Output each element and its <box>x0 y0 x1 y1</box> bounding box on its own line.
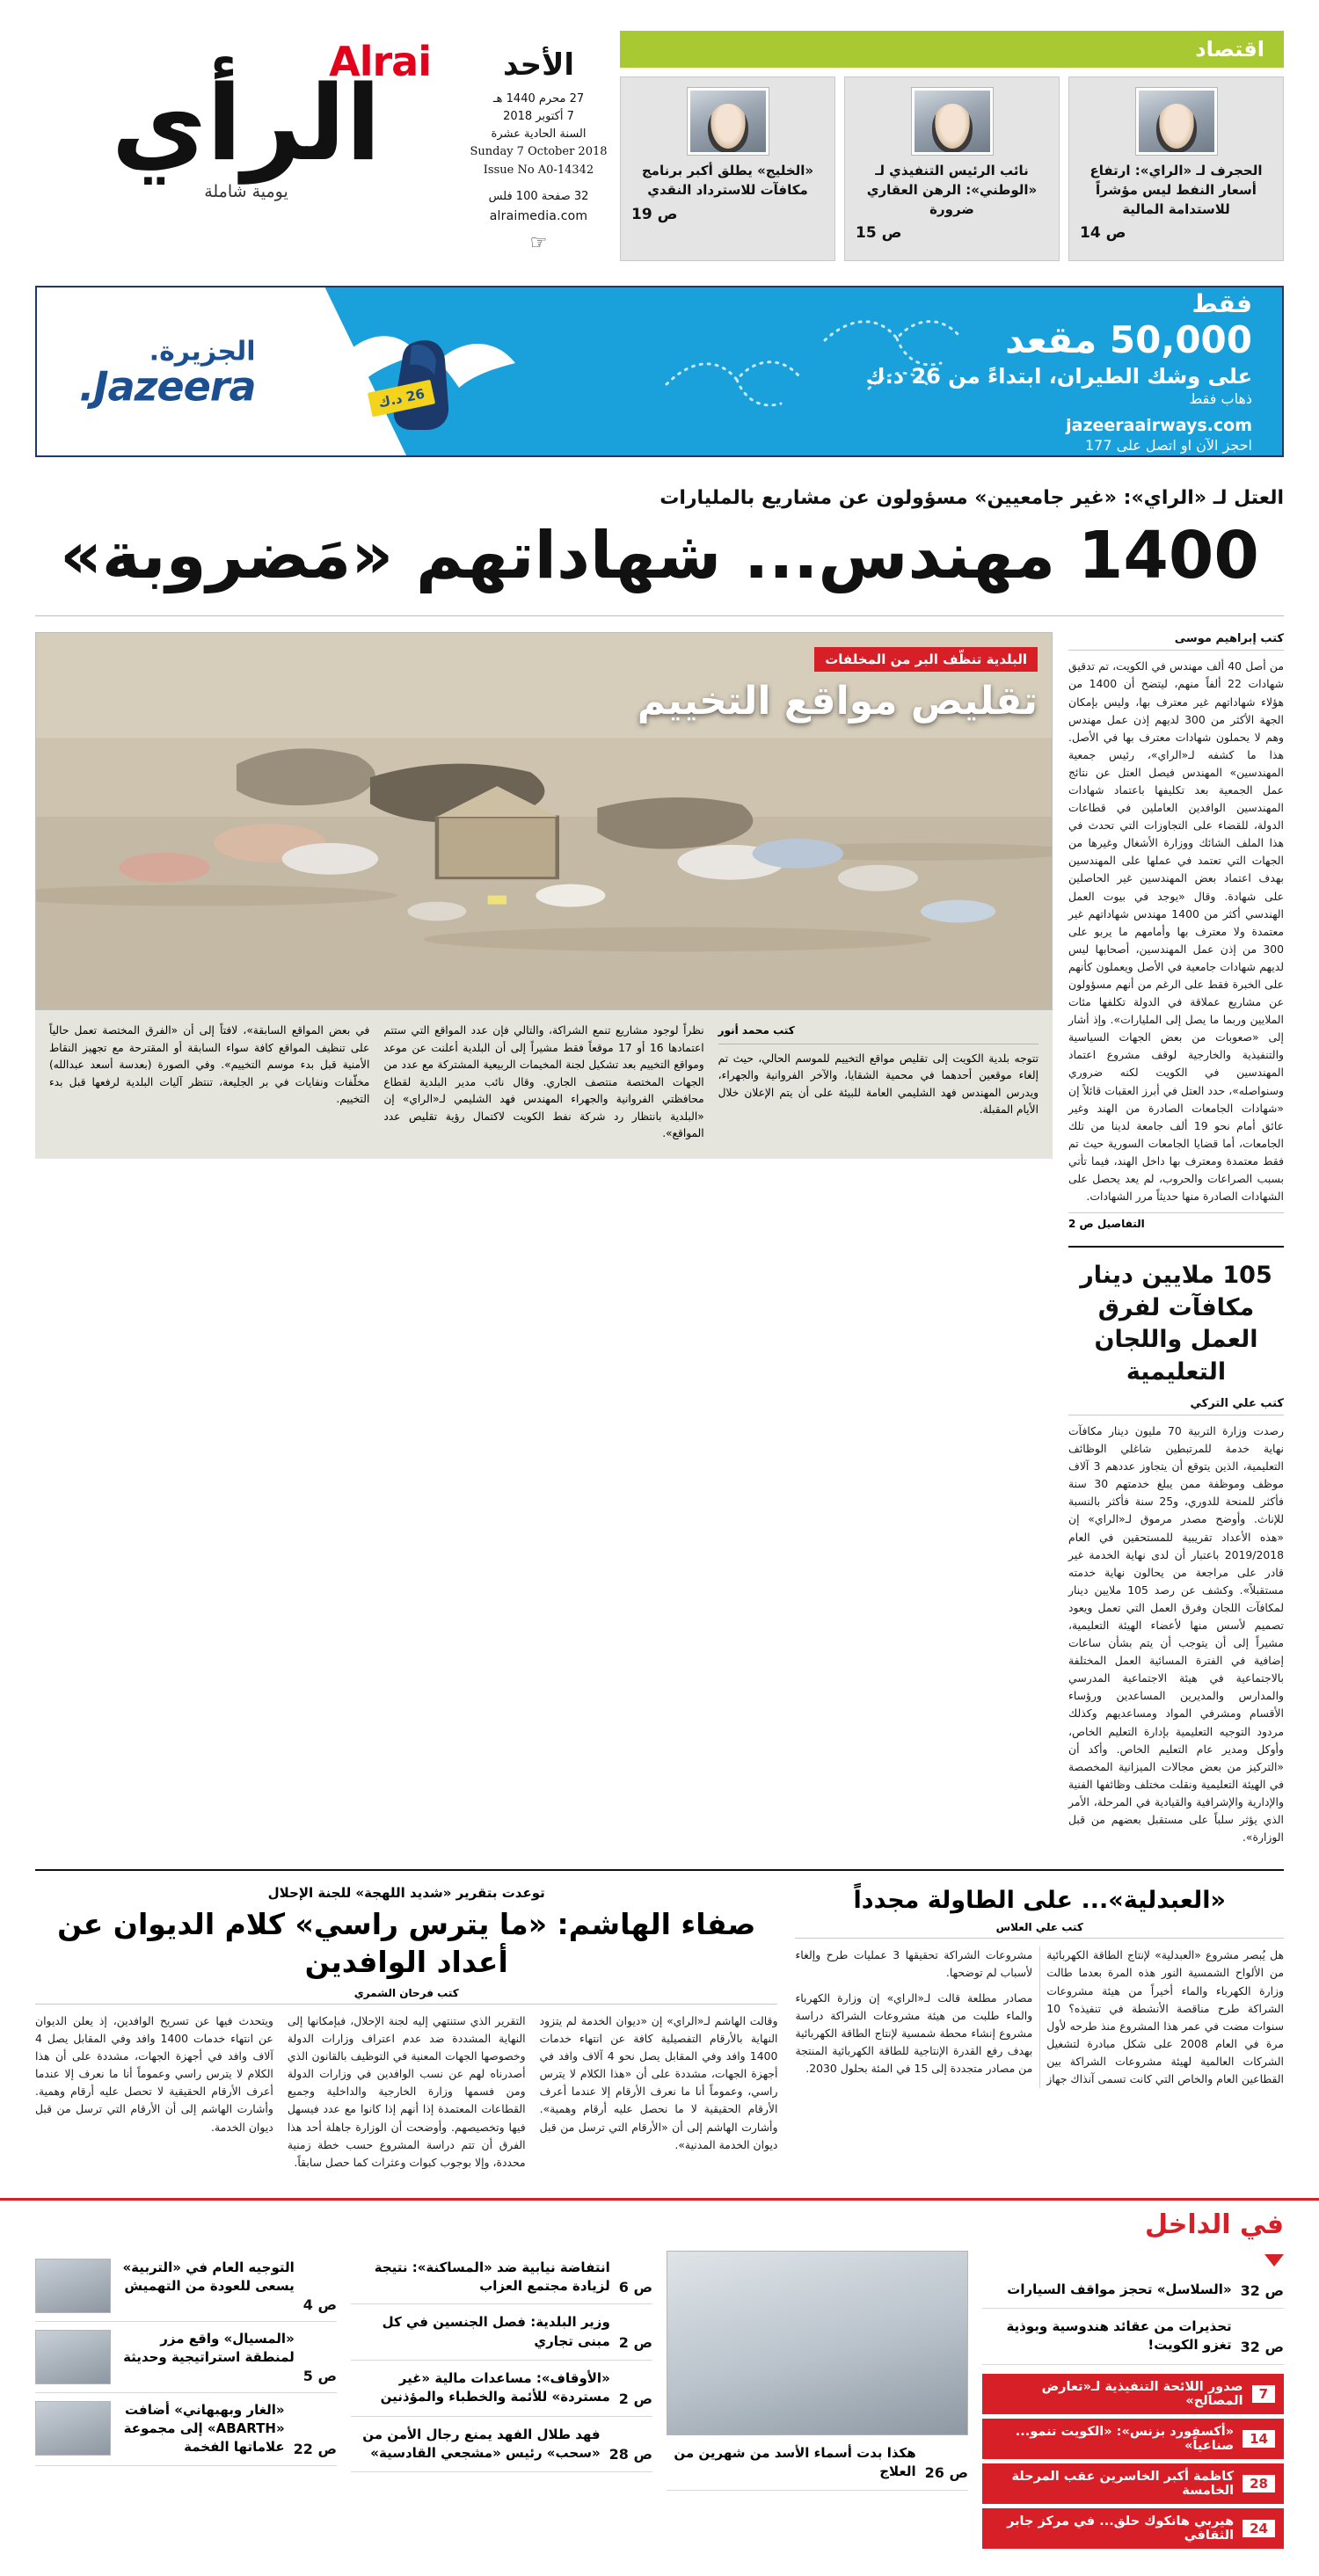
index-item[interactable] <box>35 2393 337 2466</box>
index-item[interactable] <box>351 2304 652 2361</box>
photo-overlay-title: تقليص مواقع التخييم <box>637 679 1038 724</box>
teaser-thumbnail <box>688 88 769 155</box>
story-abdaliya <box>795 1885 1284 2088</box>
hijri-date: 27 محرم 1440 هـ <box>492 92 585 106</box>
lead-byline: كتب إبراهيم موسى <box>1068 632 1284 651</box>
story-body-text: وقالت الهاشم لـ«الراي» إن «ديوان الخدمة لم يتزود النهاية بالأرقام التفصيلية كافة عن انتهاء خدمات 1400 وافد وفي المقابل يصل نحو 4 آلاف وافد في أجهزة الجهات، مشددة على أن «هذا الكلام لا يترس راسي، وعموماً أنا ما نعرف الأرقام إلا عندما أعرف الأرقام الحقيقية لا ما نحصل عليه أرقام وهمية». وأشارت الهاشم إلى أن «الأرقام التي ترسل من قبل ديوان الخدمة المدنية». <box>539 2014 778 2151</box>
index-item-page: ص 6 <box>618 2279 652 2296</box>
gregorian-date-en: Sunday 7 October 2018 <box>470 145 608 159</box>
index-item-thumbnail <box>35 2330 111 2384</box>
jazeera-logo-latin: Jazeera. <box>79 362 256 410</box>
inside-index-section <box>0 2198 1319 2576</box>
index-red-item[interactable] <box>982 2419 1284 2459</box>
index-item[interactable] <box>982 2309 1284 2365</box>
jazeera-logo[interactable] <box>79 336 256 410</box>
index-item-text: التوجيه العام في «التربية» يسعى للعودة من التهميش <box>122 2259 295 2295</box>
second-story-headline: 105 ملايين دينار مكافآت لفرق العمل واللجان التعليمية <box>1068 1246 1284 1388</box>
caption-column <box>718 1022 1038 1143</box>
index-columns <box>35 2251 1284 2553</box>
story-body-text: ويتحدث فيها عن تسريح الوافدين، إذ يعلن الديوان عن انتهاء خدمات 1400 وافد وفي المقابل يصل 4 آلاف وافد في أجهزة الجهات، مشددة على أن هذا الكلام لا يترس راسي وعموماً أنا ما نعرف إلا عندما أعرف الأرقام الحقيقية لا تحصل عليه أرقام وهمية. وأشارت الهاشم إلى أن الأرقام التي ترسل من قبل ديوان الخدمة. <box>35 2014 273 2134</box>
teaser-text: الحجرف لـ «الراي»: ارتفاع أسعار النفط ليس مؤشراً للاستدامة المالية <box>1089 163 1263 217</box>
teaser-card[interactable] <box>620 76 835 261</box>
pages-and-price: 32 صفحة 100 فلس <box>488 189 589 203</box>
jazeera-logo-arabic: الجزيرة. <box>149 336 256 367</box>
index-item[interactable] <box>35 2322 337 2393</box>
index-title: في الداخل <box>35 2201 1284 2251</box>
index-item[interactable] <box>35 2251 337 2322</box>
brand-tagline: يومية شاملة <box>204 181 288 201</box>
index-item-text: «الغار وبهبهاني» أضافت «ABARTH» إلى مجموعة علاماتها الفخمة <box>123 2401 285 2456</box>
second-story-body: رصدت وزارة التربية 70 مليون دينار مكافآت نهاية خدمة للمرتبطين شاغلي الوظائف التعليمية، الذين يتوقع أن يتجاوز عددهم 3 آلاف موظف وموظفة ممن يبلغ خدمتهم 30 سنة فأكثر للمنحة للدوري، و25 سنة فأكثر بالنسبة للإناث. وأوضح مصدر مرموق لـ«الراي» إن «هذه الأعداد تقريبية للمستحقين في العام 2019/2018 باعتبار أن لدى نهاية الخدمة غير قادر على مراجعة من يحالون نهاية خدمته مستقبلاً». وكشف عن رصد 105 ملايين دينار لمكافآت اللجان وفرق العمل التي تعمل ويعود تصميم لأسس منها لأعضاء الهيئة التعليمية، مشيراً إلى أن يتوجب أن يتم بشأن ساعات إضافية في الفترة المسائية العمل المختلفة بالاجتماعية في هيئة الاجتماعية المدرسي والمدارس والمديرين المساعدين ورؤساء الأقسام ومشرفي المواد ومساعديهم وكذلك مردود التوجيه التعليمية بإدارة التعليم الخاص، وأوكل ومدير عام التعليم الخاص. وأكد أن «التركيز من بعض مجالات الميزانية المخصصة في الهيئة التعليمية ونقلت مختلف وظائفها الفنية والإدارية والإشرافية والقيادية في المرحلة، الأمر الذي يؤثر سلباً على مستقبل بعضهم من قبل الوزارة». <box>1068 1423 1285 1845</box>
story-body-columns <box>795 1947 1284 2088</box>
index-item[interactable] <box>667 2435 968 2492</box>
index-item-page: ص 2 <box>618 2390 652 2407</box>
teaser-thumbnail <box>912 88 993 155</box>
website-url[interactable]: alraimedia.com <box>489 208 588 223</box>
index-item-page: ص 22 <box>293 2440 337 2457</box>
caption-author: كتب محمد أنور <box>718 1022 1038 1044</box>
index-red-item-page: 24 <box>1242 2520 1275 2537</box>
ad-seat-count: 50,000 مقعد <box>1005 317 1252 361</box>
index-item[interactable] <box>351 2361 652 2417</box>
ad-copy <box>866 289 1252 455</box>
ad-offer-footnote: ذهاب فقط <box>1189 390 1252 408</box>
story-byline: كتب فرحان الشمري <box>35 1987 777 2005</box>
index-red-rows <box>982 2374 1284 2549</box>
index-item-thumbnail <box>35 2401 111 2456</box>
teaser-text: «الخليج» يطلق أكبر برنامج مكافآت للاسترداد النقدي <box>641 163 814 198</box>
caption-column <box>383 1022 703 1143</box>
index-item-page: ص 4 <box>302 2296 337 2313</box>
index-item-text: تحذيرات من عقائد هندوسية وبوذية تغزو الكويت! <box>1006 2318 1232 2354</box>
index-red-item-text: صدور اللائحة التنفيذية لـ«تعارض المصالح» <box>1041 2379 1243 2408</box>
headline-divider <box>35 615 1284 616</box>
teaser-page-number: ص 14 <box>1080 224 1126 243</box>
index-column-left <box>667 2251 968 2492</box>
story-body-text: هل يُبصر مشروع «العبدلية» لإنتاج الطاقة الكهربائية من الألواح الشمسية النور هذه المرة بعدما طالت وزارة الكهرباء والماء أخيراً من هيئة مشروعات الشراكة طرح مناقصة الأنشطة في تنفيذه؟ 10 سنوات مضت في عمر هذا المشروع منذ طرحه لأول مرة في العام 2008 على شكل مبادرة لتشغيل الشركات العالمية لهيئة مشروعات الشراكة بين القطاعين العام والخاص التي كانت تسمى آنذاك جهاز مشروعات الشراكة تحقيقها 3 عمليات طرح وإلغاء لأسباب لم توضحها. <box>795 1948 1284 2085</box>
index-item-page: ص 26 <box>924 2464 968 2482</box>
section-bar-label: اقتصاد <box>1195 37 1264 62</box>
publication-year-line: السنة الحادية عشرة <box>491 127 587 142</box>
pointing-hand-icon: ☞ <box>529 231 548 254</box>
index-red-item-page: 14 <box>1242 2430 1275 2448</box>
index-item-page: ص 32 <box>1240 2338 1284 2355</box>
index-red-item-page: 28 <box>1242 2475 1275 2492</box>
index-item-text: «المسيال» واقع مزر لمنطقة استراتيجية وحديثة <box>123 2330 295 2366</box>
index-item-text: هكذا بدت أسماء الأسد من شهرين من العلاج <box>674 2444 916 2480</box>
photo-label-badge: البلدية تنظّف البر من المخلفات <box>814 647 1038 672</box>
teaser-thumbnail <box>1136 88 1217 155</box>
index-red-item-page: 7 <box>1252 2385 1275 2403</box>
teaser-list <box>620 76 1284 261</box>
issue-number: Issue No A0-14342 <box>483 163 594 177</box>
index-item-page: ص 5 <box>302 2367 337 2384</box>
teasers-region <box>620 31 1284 261</box>
index-item[interactable] <box>351 2417 652 2473</box>
ad-offer-line: على وشك الطيران، ابتداءً من 26 د.ك <box>865 363 1252 389</box>
index-column-far-left <box>982 2251 1284 2553</box>
lead-photo-column <box>35 632 1053 1159</box>
story-byline: كتب علي العلاس <box>795 1921 1284 1939</box>
index-item-text: وزير البلدية: فصل الجنسين في كل مبنى تجاري <box>382 2314 610 2349</box>
lead-kicker: العتل لـ «الراي»: «غير جامعيين» مسؤولون عن مشاريع بالمليارات <box>660 487 1284 509</box>
index-item-text: «السلاسل» تحجز مواقف السيارات <box>1007 2281 1232 2297</box>
index-item-thumbnail <box>35 2259 111 2313</box>
lead-body-text: من أصل 40 ألف مهندس في الكويت، تم تدقيق شهادات 22 ألفاً منهم، ليتضح أن 1400 من هؤلاء شهاداتهم غير معترف بها، وليس بإمكان الجهة الأكثر من 300 لديهم إذن عمل مهندس وهم لا يحملون شهادات معترف بها في الأصل. هذا ما كشفه لـ«الراي»، رئيس جمعية المهندسين» المهندس فيصل العتل عن نتائج عمل الجمعية بعد تكليفها باعتماد شهادات المهندسين الوافدين العاملين في قطاعات الدولة، للقضاء على التجاوزات التي تحدث في هذا الملف الشائك ووزارة الأشغال وغيرها من الجهات التي تعتمد في عملها على المهندسين بهدف اعتماد بعض المهندسين غير الحاصلين على شهادة. وقال «يوجد في بيوت العمل الهندسي أكثر من 1400 مهندس شهاداتهم غير معتمدة ولا معترف بها وأمامهم ما يربو على 300 من إذن عمل المهندسين، أصحابها ليس لديهم شهادات جامعية في الأصل ويعملون كأنهم على الخبرة فقط على الرغم من أنهم مسؤولون عن مشاريع عملاقة في الدولة تكلفها مئات الملايين وربما ما يصل إلى المليارات». وإذ أشار إلى «صعوبات من بعض الجهات السياسية والتنفيذية والخارجية لوقف مشروع اعتماد المهندسين في الكويت لكنه ضروري وسنواصله»، حدد العتل في أبرز العقبات قائلاً إن «شهادات الجامعات الصادرة من الهند وغير عائق أمام نحو 19 ألف جامعة لدينا من تلك الجامعات، أما قضايا الجامعات السورية حيث تم فقط معتمدة ومعترف بها داخل الهند، فيما تأتي بسبب الصراعات والحروب، لم يعد يحصل على الشهادات الصادرة منها حديثاً مرر الشهادات. <box>1068 659 1284 1204</box>
lead-see-more[interactable]: التفاصيل ص 2 <box>1068 1212 1284 1230</box>
index-red-item-text: هيربي هانكوك حلق... في مركز جابر الثقافي <box>1007 2514 1235 2543</box>
index-red-item[interactable] <box>982 2508 1284 2549</box>
index-red-item-text: «أكسفورد بزنس»: «الكويت تنمو... صناعياً» <box>1015 2424 1235 2453</box>
lead-headline: 1400 مهندس... شهاداتهم «مَضروبة» <box>60 518 1259 593</box>
teaser-card[interactable] <box>844 76 1060 261</box>
index-item-text: «الأوقاف»: مساعدات مالية «غير مستردة» للأئمة والخطباء والمؤذنين <box>380 2370 610 2405</box>
secondary-stories-row <box>35 1869 1284 2172</box>
story-body-text: التقرير الذي ستنتهي إليه لجنة الإحلال، فبإمكانها إلى النهاية المشددة ضد عدم اعتراف وزارات الدولة وخصوصها الجهات المعنية في التوظيف بالقانون الذي أصدرناه لهم عن نسب الوافدين في وزارات الدولة ومن فسمها وزارة الخارجية والداخلية وجميع القطاعات المعتمدة إذا أنهم إذا كانوا مع عدد فيسهل فيها وتخصيصهم. وأوضحت أن الوزارة جاهلة أحد هذا الفرق أن تتم دراسة المشروع حسب خطة زمنية محددة، وإلا بوجوب كبوات وعثرات كما حصل سابقاً. <box>287 2014 526 2169</box>
day-name: الأحد <box>502 47 575 83</box>
lead-text-column <box>1068 632 1284 1846</box>
index-item-text: فهد طلال الفهد يمنع رجال الأمن من «سحب» رئيس «مشجعي القادسية» <box>362 2426 601 2461</box>
masthead <box>0 0 1319 261</box>
teaser-card[interactable] <box>1068 76 1284 261</box>
teaser-page-number: ص 19 <box>631 205 678 223</box>
lead-photo <box>35 632 1053 1010</box>
index-item[interactable] <box>982 2272 1284 2309</box>
index-item-text: انتفاضة نيابية ضد «المساكنة»: نتيجة لزيادة مجتمع العزاب <box>374 2259 610 2295</box>
index-item[interactable] <box>351 2251 652 2305</box>
story-headline: صفاء الهاشم: «ما يترس راسي» كلام الديوان عن أعداد الوافدين <box>57 1907 756 1980</box>
story-body-text: مصادر مطلعة قالت لـ«الراي» إن وزارة الكهرباء والماء طلبت من هيئة مشروعات الشراكة دراسة مشروع إنشاء محطة شمسية لإنتاج الطاقة الكهربائية بهدف رفع القدرة الإنتاجية للطاقة الكهربائية المنتجة من مصادر متجددة إلى 15 في المئة بحلول 2030. <box>795 1990 1033 2075</box>
index-item-page: ص 32 <box>1240 2282 1284 2300</box>
ad-call-line: احجز الآن او اتصل على 177 <box>1084 436 1252 454</box>
gregorian-date-ar: 7 أكتوبر 2018 <box>503 110 574 124</box>
lead-story-grid <box>35 632 1284 1846</box>
teaser-text: نائب الرئيس التنفيذي لـ «الوطني»: الرهن العقاري ضرورة <box>866 163 1038 217</box>
advertisement-banner[interactable] <box>35 286 1284 457</box>
index-column-middle <box>351 2251 652 2472</box>
ad-price-badge: 26 د.ك <box>368 380 435 418</box>
index-item-page: ص 2 <box>618 2334 652 2352</box>
index-item-page: ص 28 <box>608 2446 652 2463</box>
caption-column <box>49 1022 369 1143</box>
section-bar <box>620 31 1284 68</box>
brand-logo <box>35 31 457 201</box>
photo-caption-band <box>35 1010 1053 1159</box>
index-red-item[interactable] <box>982 2374 1284 2414</box>
brand-latin-name: Alrai <box>329 38 431 85</box>
date-block <box>457 31 620 258</box>
ad-website[interactable]: jazeeraairways.com <box>1066 415 1252 435</box>
story-hashem <box>35 1885 777 2172</box>
brand-arabic-name: الرأي <box>111 62 382 184</box>
caption-text: في بعض المواقع السابقة»، لافتاً إلى أن «الفرق المختصة تعمل حالياً على تنظيف المواقع كافة سواء السابقة أو المقترحة مع تجهيز النقاط الأمنية قبل بدء موسم التخييم». وفي الصورة (بعدسة أسعد عبدالله) مخلّفات ونفايات في بر الجليعة، تنتظر آليات البلدية لرفعها قبل بدء التخييم. <box>49 1024 370 1106</box>
index-portrait-photo <box>667 2251 968 2435</box>
caption-text: تتوجه بلدية الكويت إلى تقليص مواقع التخييم للموسم الحالي، حيث تم إلغاء موقعين أحدهما في محمية الشقايا، والآخر الفروانية والجهراء، ويدرس المهندس فهد الشليمي العامة للبيئة على أن يتم الإعلان خلال الأيام المقبلة. <box>718 1052 1038 1117</box>
index-red-item-text: كاظمة أكبر الخاسرين عقب المرحلة الخامسة <box>1011 2469 1235 2498</box>
index-red-item[interactable] <box>982 2463 1284 2504</box>
winged-seat-icon <box>327 310 529 442</box>
index-column-right <box>35 2251 337 2466</box>
ad-line-only: فقط <box>1191 288 1252 318</box>
story-kicker: توعدت بتقرير «شديد اللهجة» للجنة الإحلال <box>267 1885 545 1902</box>
second-story-byline: كتب علي التركي <box>1068 1397 1284 1415</box>
caption-text: نظراً لوجود مشاريع تنمع الشراكة، والتالي فإن عدد المواقع التي ستتم اعتمادها 16 أو 17 موقعاً فقط مشيراً إلى أن البلدية أعلنت عن موعد ومواقع التخييم بعد تشكيل لجنة المخيمات الربيعية المشتركة مع عدد من الجهات المختصة منتصف الجاري. وقال نائب مدير البلدية لقطاع محافظتي الفروانية والجهراء المهندس فهد الشليمي لـ«الراي» إن «البلدية بانتظار رد شركة نفط الكويت لاكتمال رؤية تقليص عدد المواقع». <box>383 1024 704 1140</box>
teaser-page-number: ص 15 <box>856 224 902 243</box>
triangle-marker-icon <box>1264 2254 1284 2267</box>
story-headline: «العبدلية»... على الطاولة مجدداً <box>853 1887 1226 1915</box>
